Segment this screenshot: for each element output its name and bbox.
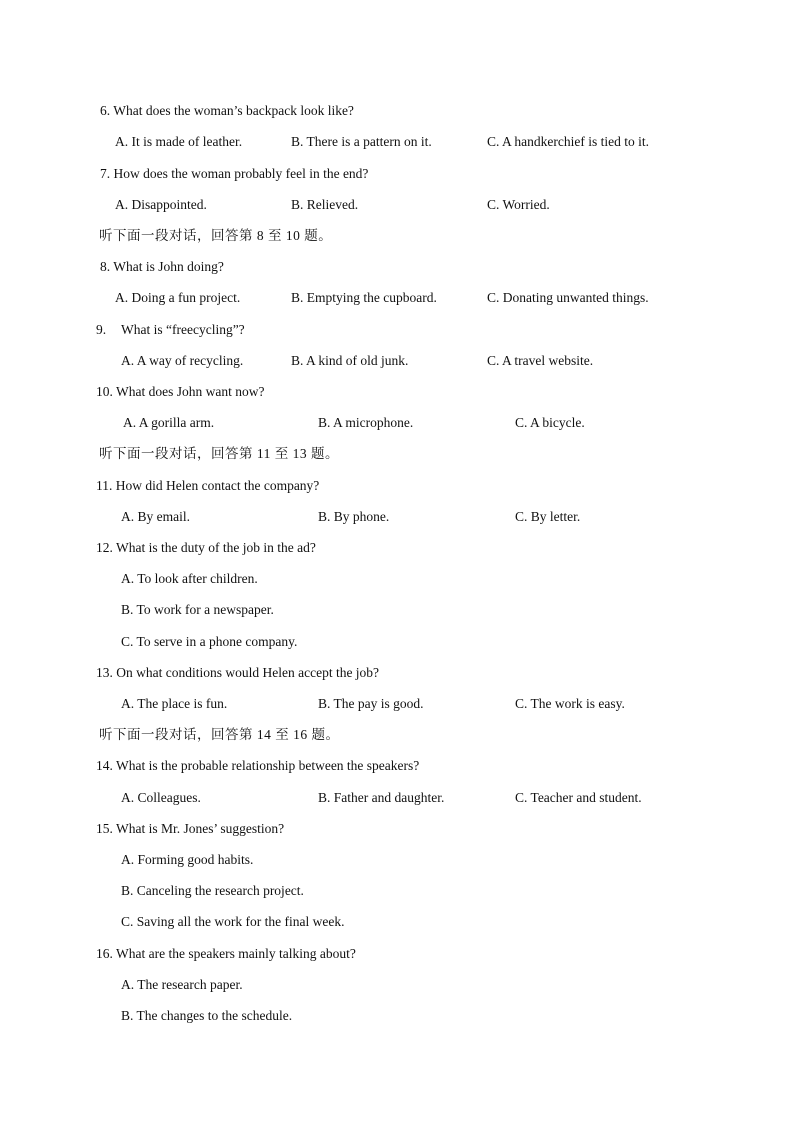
question-10-option-b: B. A microphone. (318, 415, 414, 430)
question-8-option-b: B. Emptying the cupboard. (291, 290, 437, 305)
question-11-option-c: C. By letter. (515, 509, 581, 524)
question-12-stem: 12. What is the duty of the job in the ad? (96, 540, 316, 555)
question-16-option-b: B. The changes to the schedule. (121, 1008, 293, 1023)
section-heading-11-13: 听下面一段对话，回答第 11 至 13 题。 (99, 446, 339, 461)
question-16-stem: 16. What are the speakers mainly talking about? (96, 946, 356, 961)
question-15-option-a: A. Forming good habits. (121, 852, 254, 867)
question-10-stem: 10. What does John want now? (96, 384, 265, 399)
question-14-option-b: B. Father and daughter. (318, 790, 445, 805)
question-7-option-c: C. Worried. (487, 197, 550, 212)
question-14-option-a: A. Colleagues. (121, 790, 201, 805)
question-8-option-a: A. Doing a fun project. (115, 290, 241, 305)
question-15-stem: 15. What is Mr. Jones’ suggestion? (96, 821, 285, 836)
question-9-option-b: B. A kind of old junk. (291, 353, 409, 368)
question-11-option-a: A. By email. (121, 509, 190, 524)
question-16-option-a: A. The research paper. (121, 977, 243, 992)
question-12-option-b: B. To work for a newspaper. (121, 602, 274, 617)
question-13-option-b: B. The pay is good. (318, 696, 424, 711)
question-14-option-c: C. Teacher and student. (515, 790, 642, 805)
question-14-stem: 14. What is the probable relationship between the speakers? (96, 758, 420, 773)
question-10-option-c: C. A bicycle. (515, 415, 585, 430)
question-7-option-a: A. Disappointed. (115, 197, 207, 212)
question-15-option-b: B. Canceling the research project. (121, 883, 304, 898)
question-15-option-c: C. Saving all the work for the final week. (121, 914, 345, 929)
question-6-option-b: B. There is a pattern on it. (291, 134, 432, 149)
question-6-stem: 6. What does the woman’s backpack look like? (100, 103, 354, 118)
question-6-option-a: A. It is made of leather. (115, 134, 243, 149)
question-11-option-b: B. By phone. (318, 509, 390, 524)
question-10-option-a: A. A gorilla arm. (123, 415, 215, 430)
question-9-number: 9. (96, 322, 107, 337)
question-6-option-c: C. A handkerchief is tied to it. (487, 134, 649, 149)
question-13-option-c: C. The work is easy. (515, 696, 625, 711)
section-heading-14-16: 听下面一段对话，回答第 14 至 16 题。 (99, 727, 340, 742)
question-8-stem: 8. What is John doing? (100, 259, 224, 274)
question-13-option-a: A. The place is fun. (121, 696, 228, 711)
question-13-stem: 13. On what conditions would Helen accept the job? (96, 665, 380, 680)
question-11-stem: 11. How did Helen contact the company? (96, 478, 320, 493)
question-9-stem: What is “freecycling”? (121, 322, 245, 337)
section-heading-8-10: 听下面一段对话，回答第 8 至 10 题。 (99, 228, 333, 243)
question-8-option-c: C. Donating unwanted things. (487, 290, 649, 305)
question-7-option-b: B. Relieved. (291, 197, 359, 212)
question-9-option-a: A. A way of recycling. (121, 353, 244, 368)
question-7-stem: 7. How does the woman probably feel in the end? (100, 166, 369, 181)
question-9-option-c: C. A travel website. (487, 353, 594, 368)
question-12-option-c: C. To serve in a phone company. (121, 634, 298, 649)
question-12-option-a: A. To look after children. (121, 571, 258, 586)
